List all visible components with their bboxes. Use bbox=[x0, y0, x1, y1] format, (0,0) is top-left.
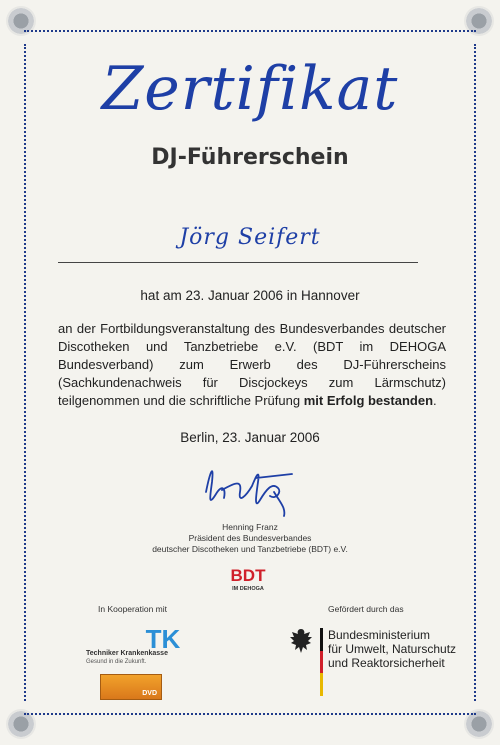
tk-name: Techniker Krankenkasse bbox=[86, 650, 168, 657]
body-emphasis: mit Erfolg bestanden bbox=[303, 393, 434, 408]
signer-role-1: Präsident des Bundesverbandes bbox=[188, 533, 312, 543]
border-left bbox=[24, 44, 26, 701]
signature-image bbox=[196, 452, 306, 518]
name-underline bbox=[58, 262, 418, 263]
border-bottom bbox=[24, 713, 476, 715]
cooperation-label: In Kooperation mit bbox=[98, 604, 167, 614]
bdt-logo-subtext: IM DEHOGA bbox=[232, 586, 264, 592]
german-flag-bar bbox=[320, 628, 323, 696]
certificate-body bbox=[58, 320, 446, 410]
tk-logo-mark: TK bbox=[145, 624, 181, 652]
dvd-badge bbox=[100, 674, 162, 700]
body-intro: an der Fortbildungsveranstaltung des Bundesverbandes deutscher Discotheken und Tanzbetriebe e.V. (BDT im DEHOGA Bundesverband) zum Erwerb des DJ-Führerscheins (Sachkundenachweis für Discjockeys zum Lärmschutz) teilgenommen und die schriftliche Prüfung bbox=[58, 321, 446, 408]
border-right bbox=[474, 44, 476, 701]
place-date: Berlin, 23. Januar 2006 bbox=[180, 430, 320, 445]
ministry-line-2: für Umwelt, Naturschutz bbox=[328, 642, 457, 656]
bdt-logo-text: BDT bbox=[230, 566, 266, 585]
recipient-name: Jörg Seifert bbox=[179, 225, 321, 250]
ministry-line-1: Bundesministerium bbox=[328, 628, 431, 642]
bdt-logo bbox=[223, 565, 273, 593]
tk-tagline: Gesund in die Zukunft. bbox=[86, 659, 147, 665]
signer-block bbox=[0, 522, 500, 555]
ministry-line-3: und Reaktorsicherheit bbox=[328, 656, 445, 670]
border-top bbox=[24, 30, 476, 32]
body-end: . bbox=[433, 393, 437, 408]
certificate-subtitle: DJ-Führerschein bbox=[151, 145, 349, 170]
event-line: hat am 23. Januar 2006 in Hannover bbox=[140, 288, 360, 303]
certificate-title: Zertifikat bbox=[101, 54, 399, 124]
supported-label: Gefördert durch das bbox=[328, 604, 404, 614]
federal-eagle-icon bbox=[288, 626, 314, 656]
dvd-label: DVD bbox=[142, 690, 157, 697]
signer-role-2: deutscher Discotheken und Tanzbetriebe (BDT) e.V. bbox=[152, 544, 348, 554]
ministry-name bbox=[328, 628, 456, 670]
tk-logo bbox=[142, 624, 184, 652]
signer-name: Henning Franz bbox=[222, 522, 278, 532]
